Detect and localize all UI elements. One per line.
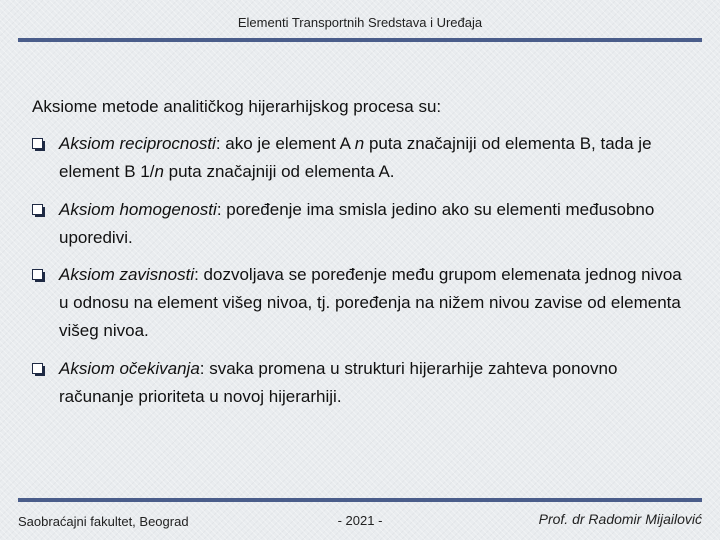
axiom-text: : ako je element A — [215, 134, 355, 153]
axiom-reciprocity-item — [32, 130, 692, 186]
footer-institution: Saobraćajni fakultet, Beograd — [18, 514, 189, 529]
slide-header-title: Elementi Transportnih Sredstava i Uređaja — [237, 15, 483, 30]
variable-n: n — [354, 134, 365, 153]
footer-author: Prof. dr Radomir Mijailović — [538, 511, 702, 527]
axiom-homogeneity-item — [32, 196, 692, 252]
axiom-text: : dozvoljava se poređenje među grupom elemenata jednog nivoa u odnosu na element višeg nivoa, tj. poređenja na nižem nivou zavise od elementa višeg nivoa. — [59, 265, 682, 340]
axiom-text: : poređenje ima smisla jedino ako su elementi međusobno uporedivi. — [59, 200, 655, 247]
header-divider — [18, 38, 702, 42]
variable-n: n — [154, 162, 164, 181]
axiom-term: Aksiom homogenosti — [59, 200, 217, 219]
checkbox-bullet-icon — [32, 204, 43, 215]
slide-intro-text: Aksiome metode analitičkog hijerarhijskog procesa su: — [32, 97, 442, 116]
axiom-text: : svaka promena u strukturi hijerarhije zahteva ponovno računanje prioriteta u novoj hijerarhiji. — [59, 359, 618, 406]
footer-divider — [18, 498, 702, 502]
axiom-dependence-item — [32, 261, 692, 345]
checkbox-bullet-icon — [32, 138, 43, 149]
axiom-text: puta značajniji od elementa A. — [163, 162, 395, 181]
checkbox-bullet-icon — [32, 269, 43, 280]
axiom-expectation-item — [32, 355, 692, 411]
footer-year: - 2021 - — [337, 513, 383, 528]
axiom-term: Aksiom zavisnosti — [59, 265, 195, 284]
checkbox-bullet-icon — [32, 363, 43, 374]
axiom-term: Aksiom očekivanja — [59, 359, 200, 378]
axiom-text: puta značajniji od elementa B, tada je element B 1/ — [59, 134, 652, 181]
axiom-term: Aksiom reciprocnosti — [59, 134, 216, 153]
